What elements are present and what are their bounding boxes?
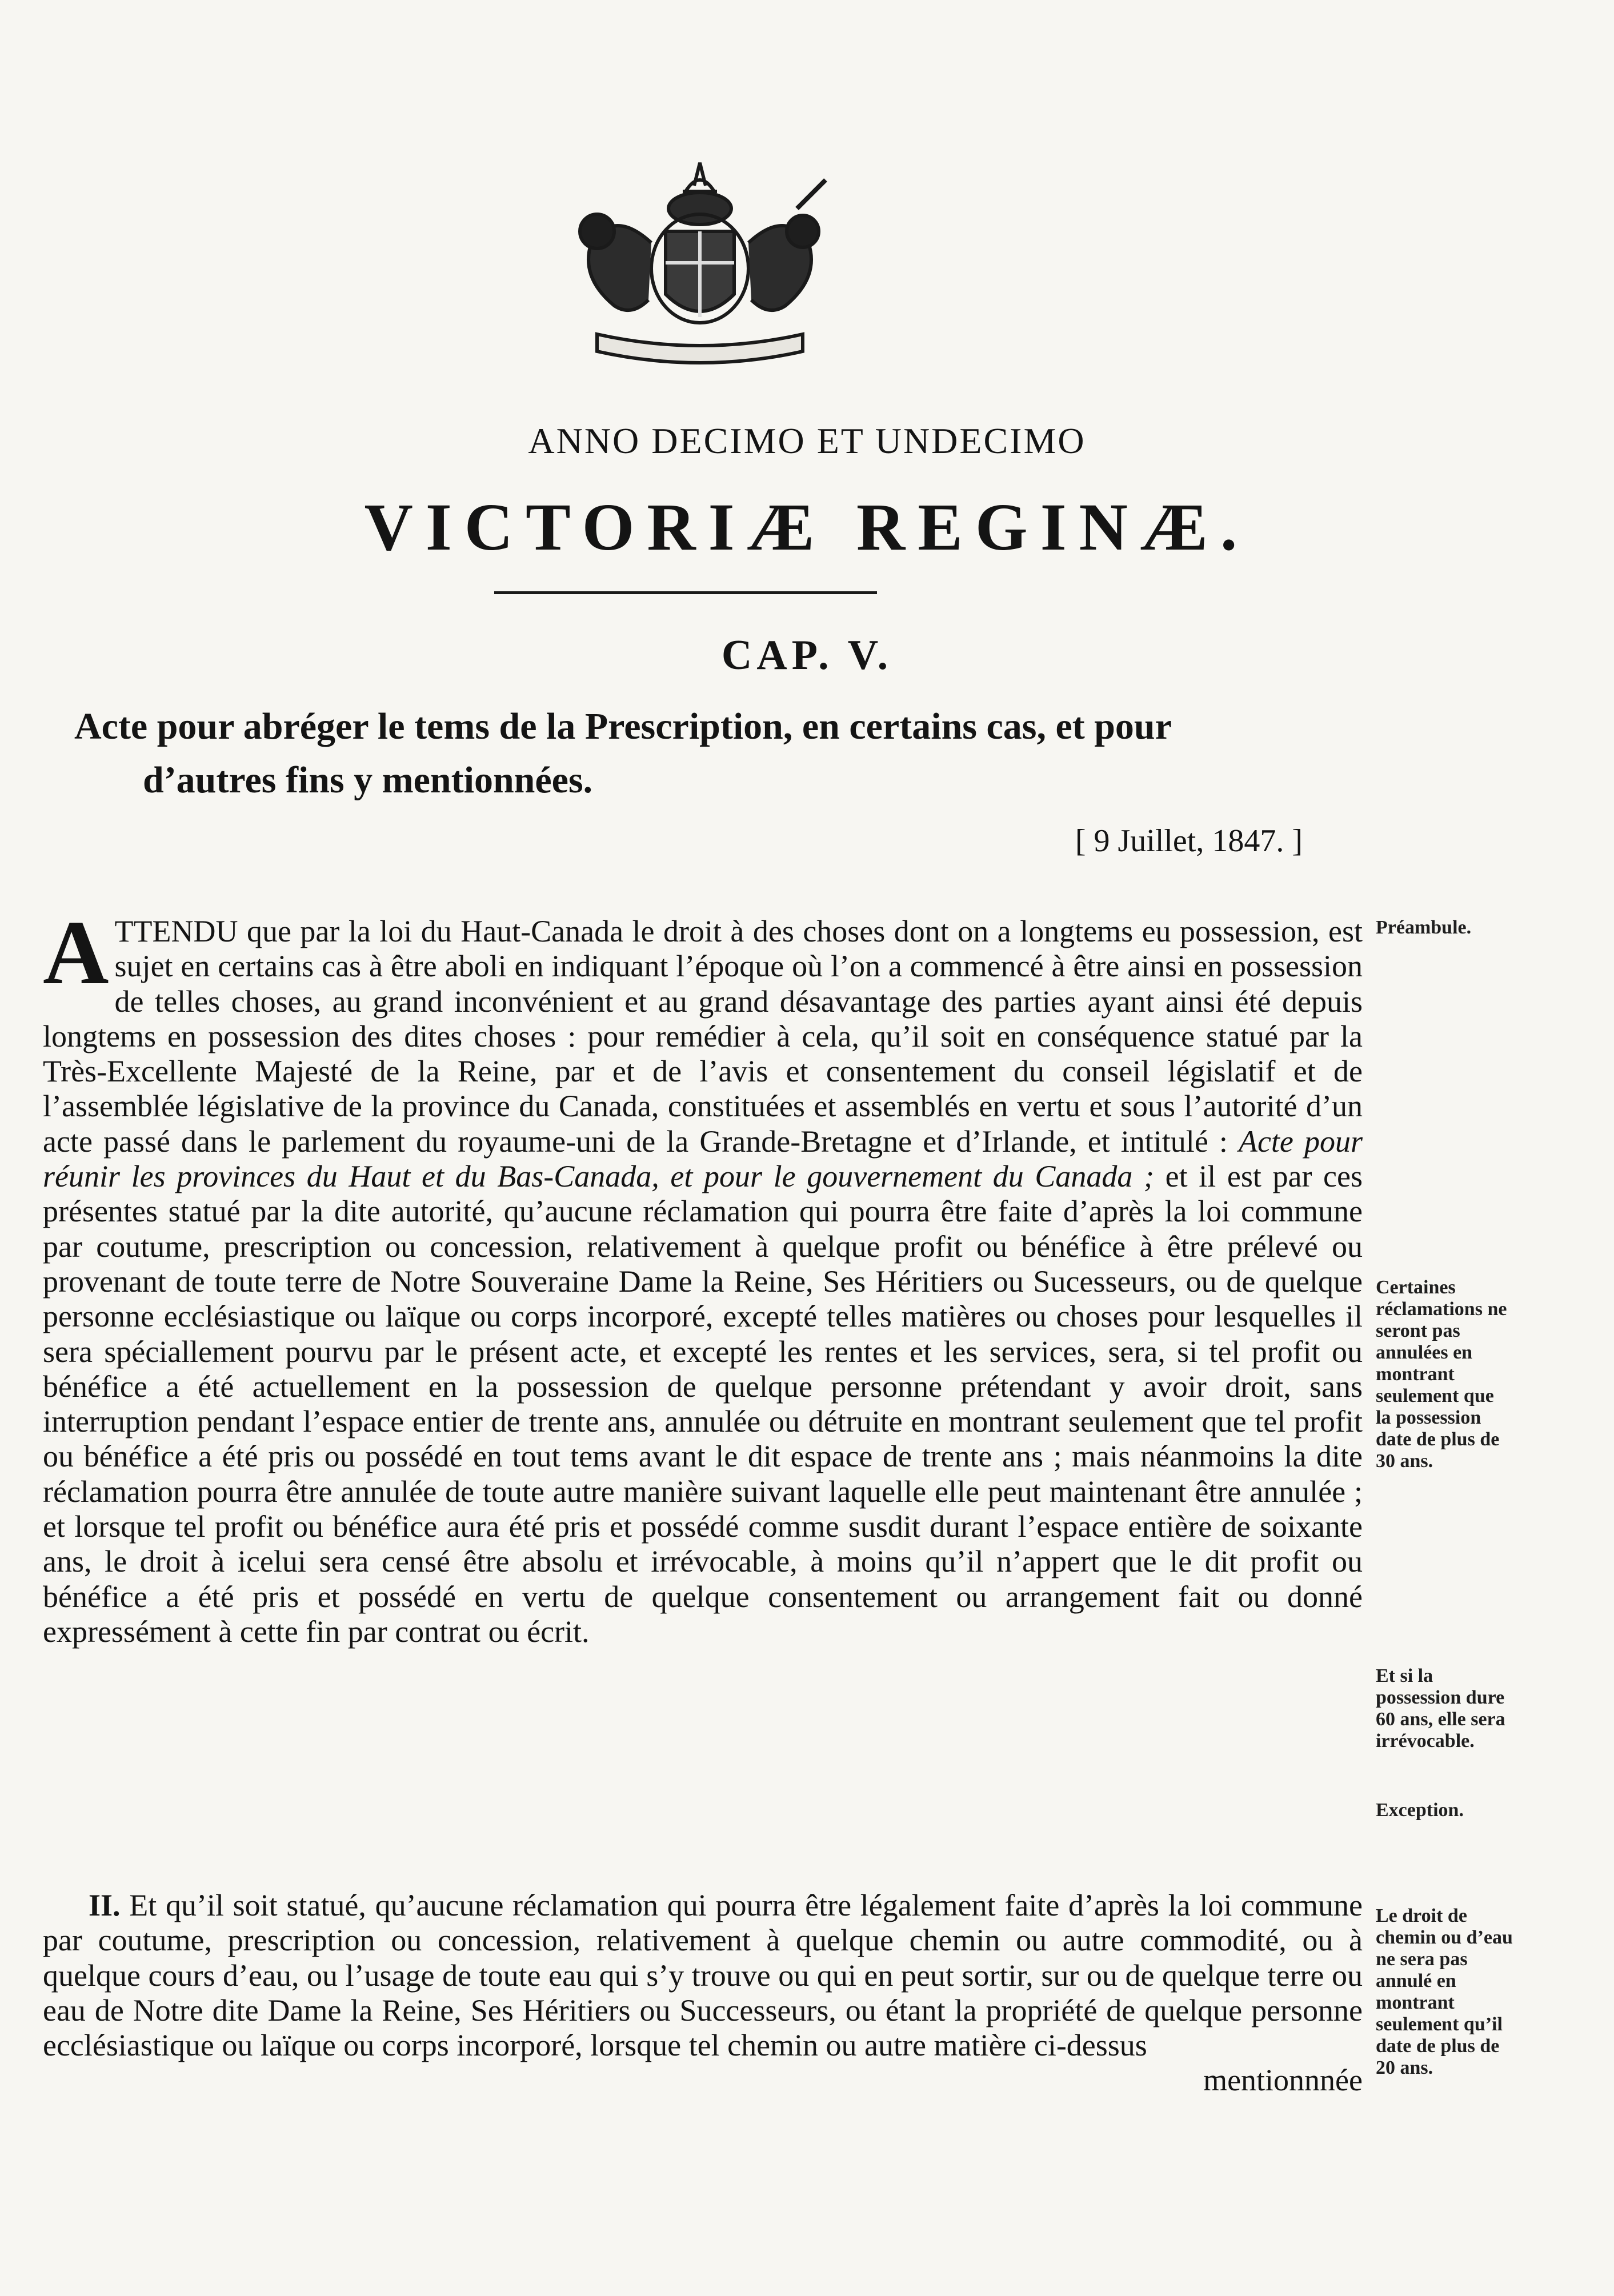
margin-note-certaines-reclamations: Certaines réclamations ne seront pas annulées en montrant seulement que la possession date de plus de 30 ans.: [1376, 1277, 1507, 1472]
divider-rule: [494, 591, 877, 594]
section-1-paragraph: [43, 901, 1363, 1851]
assent-date: [ 9 Juillet, 1847. ]: [1075, 823, 1303, 859]
margin-note-possession-60-ans: Et si la possession dure 60 ans, elle sera irrévocable.: [1376, 1665, 1505, 1752]
section-1-text-a: TTENDU que par la loi du Haut-Canada le droit à des choses dont on a longtems eu possession, est sujet en certains cas à être aboli en indiquant l’époque où l’on a commencé à être ainsi en possession de telles choses, au grand inconvénient et au grand désavantage des parties ayant ainsi été depuis longtems en possession des dites choses : pour remédier à cela, qu’il soit en conséquence statué par la Très-Excellente Majesté de la Reine, par et de l’avis et consentement du conseil législatif et de l’assemblée législative de la province du Canada, constituées et assemblés en vertu et sous l’autorité d’un acte passé dans le parlement du royaume-uni de la Grande-Bretagne et d’Irlande, et intitulé :: [43, 914, 1363, 1159]
act-title: [74, 700, 1360, 807]
section-number: II.: [89, 1888, 121, 1922]
section-1-act-title: Acte pour réunir les provinces du Haut et du Bas-Canada, et pour le gouvernement du Canada ;: [43, 1124, 1363, 1194]
section-1-text-b: et il est par ces présentes statué par la dite autorité, qu’aucune réclamation qui pourra être faite d’après la loi commune par coutume, prescription ou concession, relativement à quelque profit ou bénéfice à être prélevé ou provenant de toute terre de Notre Souveraine Dame la Reine, Ses Héritiers ou Sucesseurs, ou de quelque personne ecclésiastique ou laïque ou corps incorporé, excepté telles matières ou choses pour lesquelles il sera spéciallement pourvu par le présent acte, et excepté les rentes et les services, sera, si tel profit ou bénéfice a été actuellement en la possession de quelque personne prétendant y avoir droit, sans interruption pendant l’espace entier de trente ans, annulée ou détruite en montrant seulement que tel profit ou bénéfice a été pris ou possédé en tout tems avant le dit espace de trente ans ; mais néanmoins la dite réclamation pourra être annulée de toute autre manière suivant laquelle elle peut maintenant être annulée ; et lorsque tel profit ou bénéfice aura été pris et possédé comme susdit durant l’espace entière de soixante ans, le droit à icelui sera censé être absolu et irrévocable, à moins qu’il n’appert que le dit profit ou bénéfice a été pris et possédé en vertu de quelque consentement ou arrangement fait ou donné expressément à cette fin par contrat ou écrit.: [43, 1159, 1363, 1649]
margin-note-preambule: Préambule.: [1376, 917, 1472, 938]
act-title-line-2: d’autres fins y mentionnées.: [143, 759, 593, 801]
margin-note-droit-chemin: Le droit de chemin ou d’eau ne sera pas annulé en montrant seulement qu’il date de plus de 20 ans.: [1376, 1905, 1513, 2078]
chapter-number: CAP. V.: [721, 632, 893, 679]
regnal-year-heading: ANNO DECIMO ET UNDECIMO: [528, 420, 1086, 461]
margin-note-exception: Exception.: [1376, 1800, 1464, 1821]
royal-coat-of-arms-emblem: [528, 146, 883, 386]
drop-capital: A: [43, 901, 109, 1003]
section-2-paragraph: [43, 1888, 1363, 2242]
sovereign-heading: VICTORIÆ REGINÆ.: [364, 490, 1250, 564]
section-2-catchword: mentionnnée: [1203, 2063, 1363, 2098]
act-title-line-1: Acte pour abréger le tems de la Prescription, en certains cas, et pour: [74, 706, 1172, 747]
section-2-text: Et qu’il soit statué, qu’aucune réclamation qui pourra être légalement faite d’après la loi commune par coutume, prescription ou concession, relativement à quelque chemin ou autre commodité, ou à quelque cours d’eau, ou l’usage de toute eau qui s’y trouve ou qui en peut sortir, sur ou de quelque terre ou eau de Notre dite Dame la Reine, Ses Héritiers ou Successeurs, ou étant la propriété de quelque personne ecclésiastique ou laïque ou corps incorporé, lorsque tel chemin ou autre matière ci-dessus: [43, 1888, 1363, 2063]
